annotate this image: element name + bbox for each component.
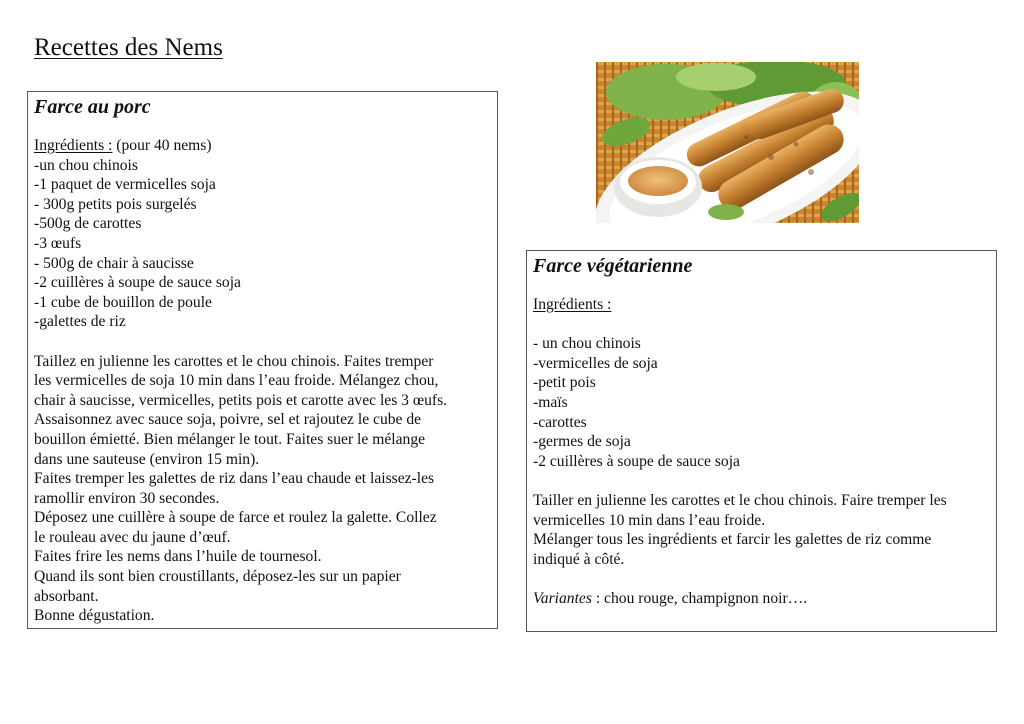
instruction-line: Mélanger tous les ingrédients et farcir les galettes de riz comme <box>533 531 932 549</box>
ingredients-label: Ingrédients : <box>533 296 612 313</box>
ingredient-item: -2 cuillères à soupe de sauce soja <box>34 274 241 292</box>
instruction-line: dans une sauteuse (environ 15 min). <box>34 450 260 468</box>
instruction-line: absorbant. <box>34 587 99 605</box>
ingredient-item: -500g de carottes <box>34 215 142 233</box>
ingredients-label: Ingrédients : <box>34 137 113 154</box>
instruction-line: Taillez en julienne les carottes et le chou chinois. Faites tremper <box>34 352 434 370</box>
instruction-line: Faites frire les nems dans l’huile de tournesol. <box>34 548 322 566</box>
instruction-line: ramollir environ 30 secondes. <box>34 489 220 507</box>
instruction-line: Faites tremper les galettes de riz dans l’eau chaude et laissez-les <box>34 470 435 488</box>
recipe-heading-veg: Farce végétarienne <box>533 255 693 277</box>
ingredient-item: - 300g petits pois surgelés <box>34 195 197 213</box>
instruction-line: indiqué à côté. <box>533 550 625 568</box>
variants-line <box>533 589 990 609</box>
instruction-line: les vermicelles de soja 10 min dans l’eau froide. Mélangez chou, <box>34 372 439 390</box>
variants-label: Variantes <box>533 589 592 607</box>
ingredients-header-porc <box>34 136 491 156</box>
ingredient-item: -carottes <box>533 413 587 431</box>
ingredient-item: -vermicelles de soja <box>533 354 658 372</box>
recipe-box-porc <box>27 91 498 629</box>
instruction-line: chair à saucisse, vermicelles, petits pois et carotte avec les 3 œufs. <box>34 391 448 409</box>
instruction-line: le rouleau avec du jaune d’œuf. <box>34 528 231 546</box>
ingredient-item: -germes de soja <box>533 433 631 451</box>
ingredient-item: -2 cuillères à soupe de sauce soja <box>533 452 740 470</box>
instruction-line: Quand ils sont bien croustillants, déposez-les sur un papier <box>34 568 401 586</box>
variants-text: : chou rouge, champignon noir…. <box>591 589 808 607</box>
instruction-line: Assaisonnez avec sauce soja, poivre, sel et rajoutez le cube de <box>34 411 422 429</box>
ingredient-item: - 500g de chair à saucisse <box>34 254 194 272</box>
ingredient-item: -petit pois <box>533 374 596 392</box>
ingredient-item: -3 œufs <box>34 234 82 252</box>
instruction-line: vermicelles 10 min dans l’eau froide. <box>533 511 766 529</box>
instruction-line: Tailler en julienne les carottes et le chou chinois. Faire tremper les <box>533 491 947 509</box>
ingredient-item: -galettes de riz <box>34 313 126 331</box>
instruction-line: bouillon émietté. Bien mélanger le tout. Faites suer le mélange <box>34 430 426 448</box>
ingredients-note: (pour 40 nems) <box>112 137 212 154</box>
recipe-heading-porc: Farce au porc <box>34 96 151 118</box>
ingredient-item: - un chou chinois <box>533 335 641 353</box>
ingredient-item: -maïs <box>533 393 568 411</box>
instruction-line: Déposez une cuillère à soupe de farce et roulez la galette. Collez <box>34 509 437 527</box>
ingredient-item: -un chou chinois <box>34 156 138 174</box>
instruction-line: Bonne dégustation. <box>34 607 155 625</box>
ingredient-item: -1 paquet de vermicelles soja <box>34 176 216 194</box>
page-title: Recettes des Nems <box>34 34 223 61</box>
ingredient-item: -1 cube de bouillon de poule <box>34 293 212 311</box>
nems-photo <box>596 62 859 223</box>
recipe-box-vegetarienne <box>526 250 997 632</box>
